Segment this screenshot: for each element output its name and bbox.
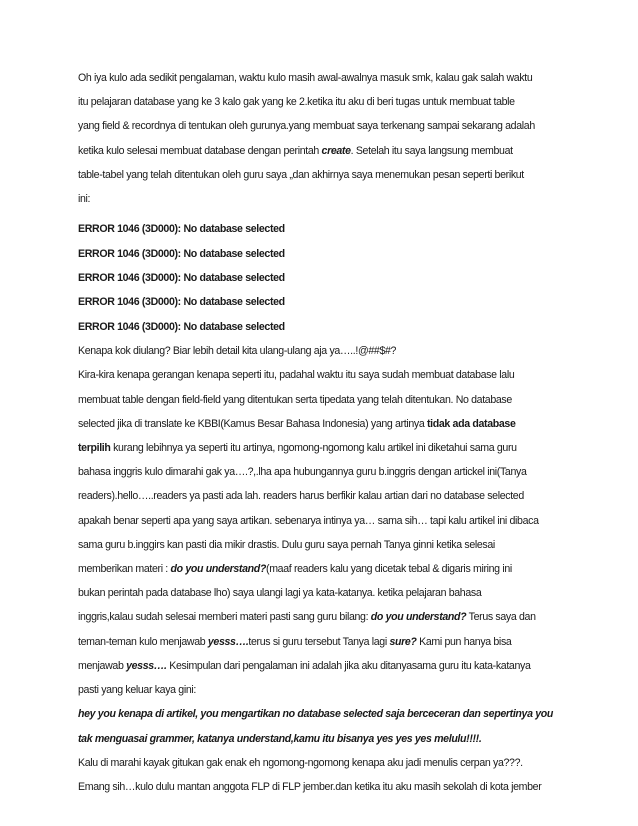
- text-line: bahasa inggris kulo dimarahi gak ya….?,.lha apa hubungannya guru b.inggris dengan artickel ini(Tanya: [78, 466, 527, 479]
- text-line: Emang sih…kulo dulu mantan anggota FLP di FLP jember.dan ketika itu aku masih sekolah di kota jember: [78, 780, 542, 793]
- bold-italic-phrase: yesss….: [126, 659, 167, 672]
- text-line: itu pelajaran database yang ke 3 kalo gak yang ke 2.ketika itu aku di beri tugas untuk membuat table: [78, 96, 515, 109]
- text-line: [78, 139, 566, 163]
- error-message: ERROR 1046 (3D000): No database selected: [78, 296, 285, 309]
- text-span: selected jika di translate ke KBBI(Kamus Besar Bahasa Indonesia) yang artinya: [78, 417, 427, 430]
- text-line: Kira-kira kenapa gerangan kenapa seperti itu, padahal waktu itu saya sudah membuat database lalu: [78, 369, 515, 382]
- text-span: Kesimpulan dari pengalaman ini adalah jika aku ditanyasama guru itu kata-katanya: [166, 659, 531, 672]
- text-line: ini:: [78, 193, 91, 206]
- bold-italic-line: hey you kenapa di artikel, you mengartikan no database selected saja berceceran dan sepertinya you: [78, 708, 553, 721]
- text-span: terus si guru tersebut Tanya lagi: [248, 635, 390, 648]
- text-line: [78, 605, 566, 629]
- text-line: pasti yang keluar kaya gini:: [78, 684, 196, 697]
- text-line: sama guru b.inggirs kan pasti dia mikir drastis. Dulu guru saya pernah Tanya ginni ketika selesai: [78, 538, 495, 551]
- text-line: yang field & recordnya di tentukan oleh gurunya.yang membuat saya terkenang sampai sekarang adalah: [78, 120, 535, 133]
- text-line: [78, 557, 566, 581]
- text-line: [78, 412, 566, 436]
- error-message: ERROR 1046 (3D000): No database selected: [78, 272, 285, 285]
- text-line: [78, 436, 566, 460]
- document-page: [78, 66, 566, 799]
- bold-italic-phrase: do you understand?: [170, 563, 267, 576]
- bold-italic-phrase: yesss….: [207, 635, 249, 648]
- text-line: membuat table dengan field-field yang ditentukan serta tipedata yang telah ditentukan. No database: [78, 393, 512, 406]
- error-message: ERROR 1046 (3D000): No database selected: [78, 247, 285, 260]
- text-line: Kenapa kok diulang? Biar lebih detail kita ulang-ulang aja ya…..!@##$#?: [78, 345, 397, 358]
- text-span: inggris,kalau sudah selesai memberi materi pasti sang guru bilang:: [78, 611, 371, 624]
- text-span: ketika kulo selesai membuat database dengan perintah: [78, 144, 322, 157]
- bold-italic-line: tak menguasai grammer, katanya understand,kamu itu bisanya yes yes yes melulu!!!!.: [78, 732, 482, 745]
- bold-phrase: terpilih: [78, 442, 111, 455]
- bold-italic-phrase: do you understand?: [370, 611, 467, 624]
- text-span: Kami pun hanya bisa: [416, 635, 512, 648]
- bold-italic-phrase: sure?: [389, 635, 417, 648]
- text-line: apakah benar seperti apa yang saya artikan. sebenarya intinya ya… sama sih… tapi kalu artikel ini dibaca: [78, 514, 539, 527]
- intro-paragraph: [78, 66, 566, 211]
- text-span: kurang lebihnya ya seperti itu artinya, ngomong-ngomong kalu artikel ini diketahui sama guru: [110, 442, 517, 455]
- bold-phrase: tidak ada database: [426, 417, 516, 430]
- text-line: bukan perintah pada database lho) saya ulangi lagi ya kata-katanya. ketika pelajaran bahasa: [78, 587, 482, 600]
- text-span: teman-teman kulo menjawab: [78, 635, 208, 648]
- error-message: ERROR 1046 (3D000): No database selected: [78, 320, 285, 333]
- text-span: Terus saya dan: [466, 611, 536, 624]
- text-line: Oh iya kulo ada sedikit pengalaman, waktu kulo masih awal-awalnya masuk smk, kalau gak salah waktu: [78, 72, 533, 84]
- text-line: [78, 654, 566, 678]
- text-line: [78, 630, 566, 654]
- text-span: (maaf readers kalu yang dicetak tebal & digaris miring ini: [266, 563, 512, 576]
- error-message: ERROR 1046 (3D000): No database selected: [78, 223, 285, 236]
- text-line: readers).hello…..readers ya pasti ada lah. readers harus berfikir kalau artian dari no database selected: [78, 490, 524, 503]
- body-paragraph: [78, 339, 566, 799]
- text-span: menjawab: [78, 659, 127, 672]
- text-line: Kalu di marahi kayak gitukan gak enak eh ngomong-ngomong kenapa aku jadi menulis cerpan ya???.: [78, 756, 523, 769]
- error-list: [78, 217, 566, 339]
- text-span: memberikan materi :: [78, 563, 171, 576]
- text-line: table-tabel yang telah ditentukan oleh guru saya „dan akhirnya saya menemukan pesan seperti berikut: [78, 168, 524, 181]
- create-keyword: create: [321, 144, 351, 157]
- text-span: . Setelah itu saya langsung membuat: [350, 144, 513, 157]
